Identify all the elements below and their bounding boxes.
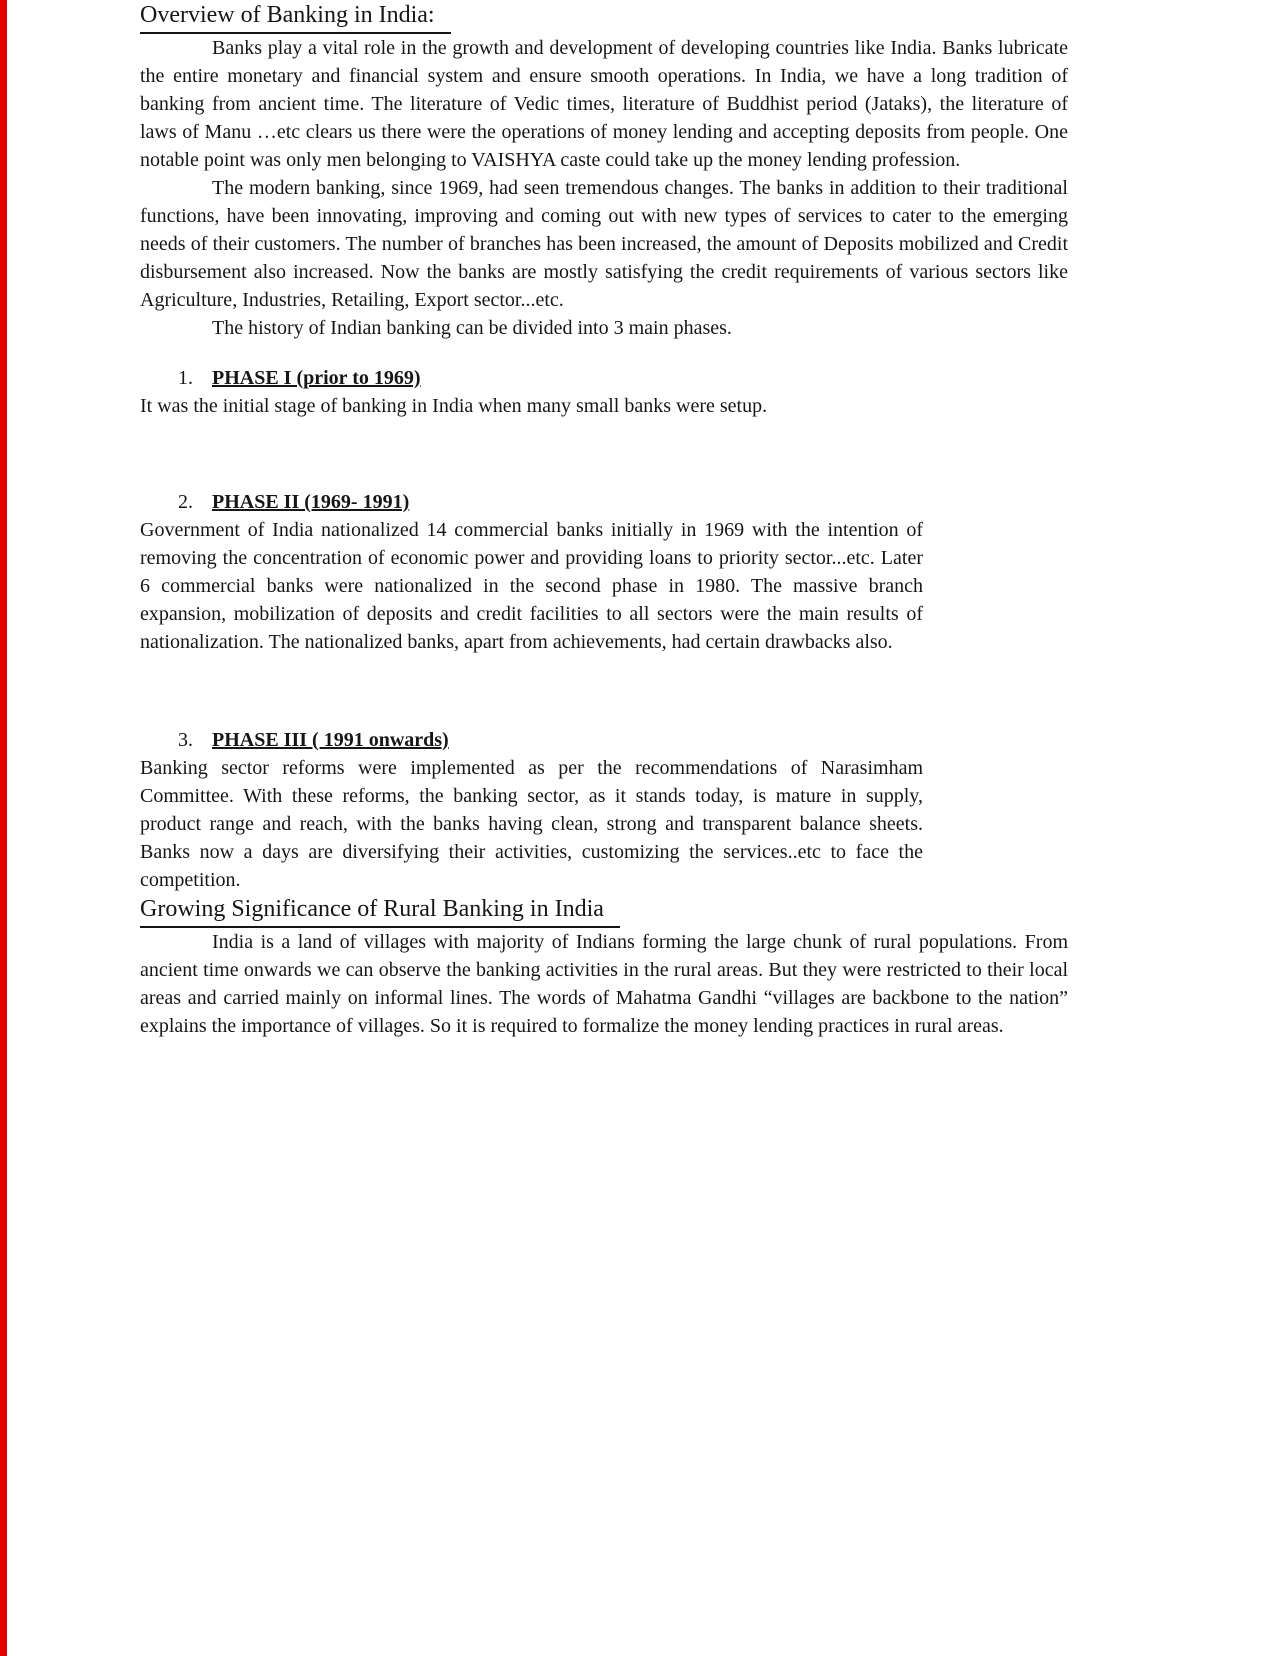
paragraph-modern-banking: The modern banking, since 1969, had seen tremendous changes. The banks in addition to their traditional functions, have been innovating, improving and coming out with new types of services to cater to the emerging needs of their customers. The number of branches has been increased, the amount of Deposits mobilized and Credit disbursement also increased. Now the banks are mostly satisfying the credit requirements of various sectors like Agriculture, Industries, Retailing, Export sector...etc. xyxy=(140,177,1068,311)
section-heading-overview xyxy=(140,0,1068,34)
section-heading-overview-text: Overview of Banking in India: xyxy=(140,0,451,34)
document-content xyxy=(140,0,1068,1040)
list-item-phase-2 xyxy=(178,488,1068,516)
list-number: 1. xyxy=(178,367,193,389)
phase-1-body: It was the initial stage of banking in India when many small banks were setup. xyxy=(140,395,768,417)
list-item-phase-3 xyxy=(178,726,1068,754)
phase-1-title: PHASE I (prior to 1969) xyxy=(212,367,421,389)
paragraph-history-phases: The history of Indian banking can be divided into 3 main phases. xyxy=(212,317,732,339)
phase-2-title: PHASE II (1969- 1991) xyxy=(212,491,410,513)
list-number: 2. xyxy=(178,491,193,513)
paragraph-rural-banking: India is a land of villages with majority of Indians forming the large chunk of rural populations. From ancient time onwards we can observe the banking activities in the rural areas. But they were restricted to their local areas and carried mainly on informal lines. The words of Mahatma Gandhi “villages are backbone to the nation” explains the importance of villages. So it is required to formalize the money lending practices in rural areas. xyxy=(140,931,1068,1037)
section-heading-rural-banking xyxy=(140,894,1068,928)
list-number: 3. xyxy=(178,729,193,751)
paragraph-banks-intro: Banks play a vital role in the growth and development of developing countries like India. Banks lubricate the entire monetary and financial system and ensure smooth operations. In India, we have a long tradition of banking from ancient time. The literature of Vedic times, literature of Buddhist period (Jataks), the literature of laws of Manu …etc clears us there were the operations of money lending and accepting deposits from people. One notable point was only men belonging to VAISHYA caste could take up the money lending profession. xyxy=(140,37,1068,171)
section-heading-rural-banking-text: Growing Significance of Rural Banking in India xyxy=(140,894,620,928)
phase-2-body: Government of India nationalized 14 commercial banks initially in 1969 with the intention of removing the concentration of economic power and providing loans to priority sector...etc. Later 6 commercial banks were nationalized in the second phase in 1980. The massive branch expansion, mobilization of deposits and credit facilities to all sectors were the main results of nationalization. The nationalized banks, apart from achievements, had certain drawbacks also. xyxy=(140,519,923,653)
phase-3-body: Banking sector reforms were implemented as per the recommendations of Narasimham Committee. With these reforms, the banking sector, as it stands today, is mature in supply, product range and reach, with the banks having clean, strong and transparent balance sheets. Banks now a days are diversifying their activities, customizing the services..etc to face the competition. xyxy=(140,757,923,891)
list-item-phase-1 xyxy=(178,364,1068,392)
phase-3-title: PHASE III ( 1991 onwards) xyxy=(212,729,449,751)
page-edge-stripe xyxy=(0,0,7,1656)
